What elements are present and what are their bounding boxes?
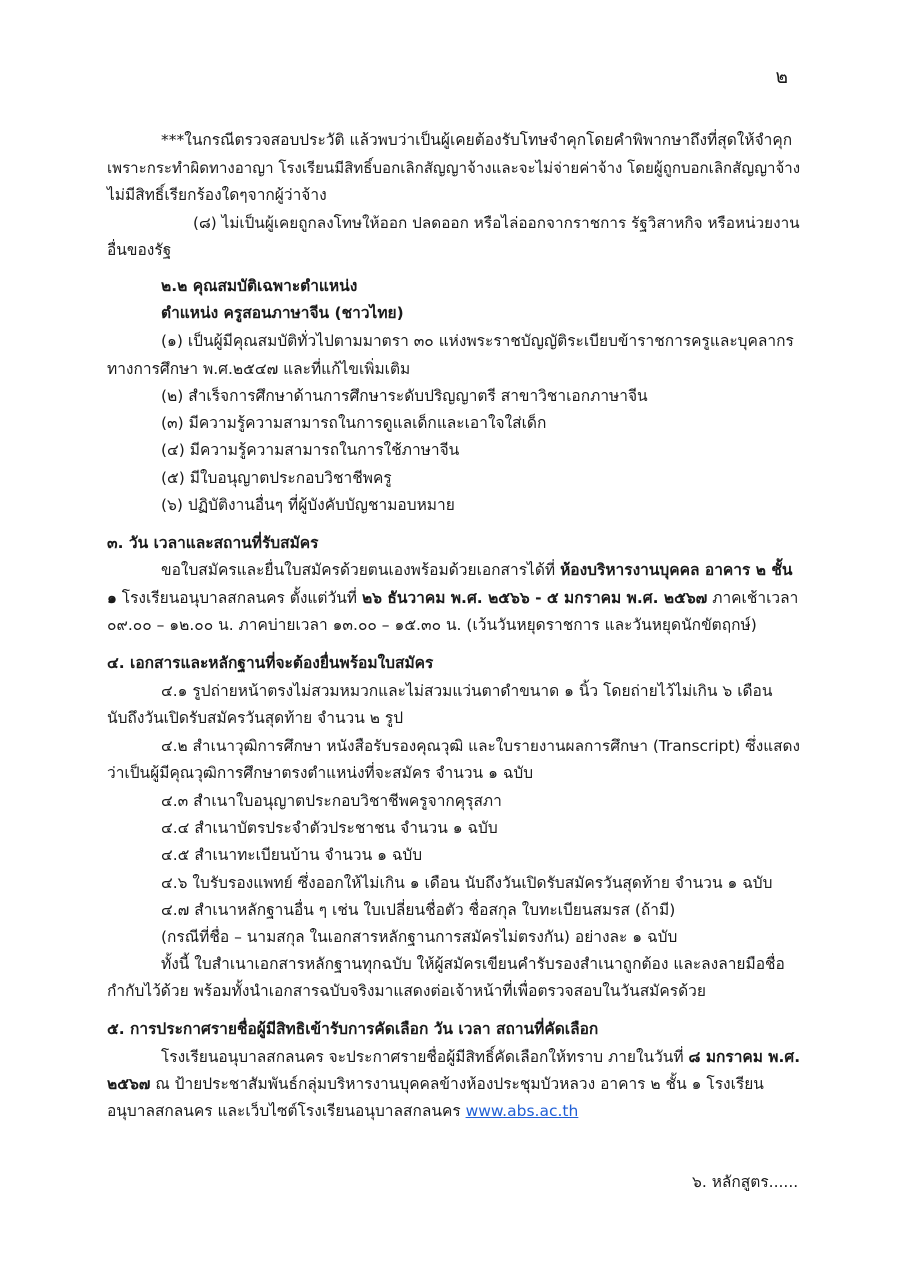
section-heading: ๒.๒ คุณสมบัติเฉพาะตำแหน่ง bbox=[161, 277, 358, 295]
para-line: เพราะกระทำผิดทางอาญา โรงเรียนมีสิทธิ์บอกเลิกสัญญาจ้างและจะไม่จ่ายค่าจ้าง โดยผู้ถูกบอกเลิกสัญญาจ้าง bbox=[107, 159, 801, 177]
list-item: ๔.๒ สำเนาวุฒิการศึกษา หนังสือรับรองคุณวุฒิ และใบรายงานผลการศึกษา (Transcript) ซึ่งแสดง bbox=[161, 737, 800, 755]
location: ห้องบริหารงานบุคคล อาคาร ๒ ชั้น bbox=[560, 561, 793, 579]
list-item: (๘) ไม่เป็นผู้เคยถูกลงโทษให้ออก ปลดออก หรือไล่ออกจากราชการ รัฐวิสาหกิจ หรือหน่วยงาน bbox=[193, 214, 800, 232]
para-line bbox=[161, 1046, 800, 1068]
page-number: ๒ bbox=[775, 66, 788, 88]
list-item: อื่นของรัฐ bbox=[107, 241, 172, 259]
list-item: ๔.๗ สำเนาหลักฐานอื่น ๆ เช่น ใบเปลี่ยนชื่อตัว ชื่อสกุล ใบทะเบียนสมรส (ถ้ามี) bbox=[161, 901, 676, 919]
list-item: (๑) เป็นผู้มีคุณสมบัติทั่วไปตามมาตรา ๓๐ แห่งพระราชบัญญัติระเบียบข้าราชการครูและบุคลากร bbox=[161, 332, 794, 350]
announce-year: ๒๕๖๗ bbox=[107, 1075, 151, 1093]
list-item: (กรณีที่ชื่อ – นามสกุล ในเอกสารหลักฐานการสมัครไม่ตรงกัน) อย่างละ ๑ ฉบับ bbox=[161, 928, 678, 946]
announce-date: ๘ มกราคม พ.ศ. bbox=[688, 1048, 801, 1066]
list-item: ๔.๔ สำเนาบัตรประจำตัวประชาชน จำนวน ๑ ฉบับ bbox=[161, 819, 498, 837]
list-item: ๔.๓ สำเนาใบอนุญาตประกอบวิชาชีพครูจากคุรุสภา bbox=[161, 792, 502, 810]
list-item: ๔.๑ รูปถ่ายหน้าตรงไม่สวมหมวกและไม่สวมแว่นตาดำขนาด ๑ นิ้ว โดยถ่ายไว้ไม่เกิน ๖ เดือน bbox=[161, 682, 773, 700]
list-item: ๔.๕ สำเนาทะเบียนบ้าน จำนวน ๑ ฉบับ bbox=[161, 846, 423, 864]
section-heading: ๕. การประกาศรายชื่อผู้มีสิทธิเข้ารับการคัดเลือก วัน เวลา สถานที่คัดเลือก bbox=[107, 1020, 599, 1038]
list-item: (๖) ปฏิบัติงานอื่นๆ ที่ผู้บังคับบัญชามอบหมาย bbox=[161, 496, 455, 514]
list-item: ๔.๖ ใบรับรองแพทย์ ซึ่งออกให้ไม่เกิน ๑ เดือน นับถึงวันเปิดรับสมัครวันสุดท้าย จำนวน ๑ ฉบับ bbox=[161, 874, 773, 892]
para-line: ๐๙.๐๐ – ๑๒.๐๐ น. ภาคบ่ายเวลา ๑๓.๐๐ – ๑๕.๓๐ น. (เว้นวันหยุดราชการ และวันหยุดนักขัตฤกษ์) bbox=[107, 616, 757, 634]
list-item: (๕) มีใบอนุญาตประกอบวิชาชีพครู bbox=[161, 469, 392, 487]
list-item: ทางการศึกษา พ.ศ.๒๕๔๗ และที่แก้ไขเพิ่มเติม bbox=[107, 360, 411, 378]
text: ณ ป้ายประชาสัมพันธ์กลุ่มบริหารงานบุคคลข้างห้องประชุมบัวหลวง อาคาร ๒ ชั้น ๑ โรงเรียน bbox=[150, 1075, 764, 1093]
text: ขอใบสมัครและยื่นใบสมัครด้วยตนเองพร้อมด้วยเอกสารได้ที่ bbox=[161, 561, 561, 579]
section-heading: ๓. วัน เวลาและสถานที่รับสมัคร bbox=[107, 534, 319, 552]
para-line: ***ในกรณีตรวจสอบประวัติ แล้วพบว่าเป็นผู้เคยต้องรับโทษจำคุกโดยคำพิพากษาถึงที่สุดให้จำคุก bbox=[161, 131, 793, 149]
list-item: (๒) สำเร็จการศึกษาด้านการศึกษาระดับปริญญาตรี สาขาวิชาเอกภาษาจีน bbox=[161, 387, 648, 405]
floor-number: ๑ bbox=[107, 589, 117, 607]
text: อนุบาลสกลนคร และเว็บไซต์โรงเรียนอนุบาลสกลนคร bbox=[107, 1102, 466, 1120]
para-line bbox=[107, 1073, 764, 1095]
website-link[interactable]: www.abs.ac.th bbox=[465, 1102, 579, 1120]
list-item: นับถึงวันเปิดรับสมัครวันสุดท้าย จำนวน ๒ รูป bbox=[107, 709, 404, 727]
text: โรงเรียนอนุบาลสกลนคร จะประกาศรายชื่อผู้มีสิทธิ์คัดเลือกให้ทราบ ภายในวันที่ bbox=[161, 1048, 689, 1066]
text: ภาคเช้าเวลา bbox=[707, 589, 799, 607]
list-item: (๓) มีความรู้ความสามารถในการดูแลเด็กและเอาใจใส่เด็ก bbox=[161, 414, 547, 432]
position-title: ตำแหน่ง ครูสอนภาษาจีน (ชาวไทย) bbox=[161, 304, 404, 322]
para-line: ทั้งนี้ ใบสำเนาเอกสารหลักฐานทุกฉบับ ให้ผู้สมัครเขียนคำรับรองสำเนาถูกต้อง และลงลายมือชื่อ bbox=[161, 955, 785, 973]
para-line bbox=[107, 587, 798, 609]
para-line: กำกับไว้ด้วย พร้อมทั้งนำเอกสารฉบับจริงมาแสดงต่อเจ้าหน้าที่เพื่อตรวจสอบในวันสมัครด้วย bbox=[107, 982, 706, 1000]
continuation-note: ๖. หลักสูตร...... bbox=[692, 1173, 799, 1191]
section-heading: ๔. เอกสารและหลักฐานที่จะต้องยื่นพร้อมใบสมัคร bbox=[107, 654, 434, 672]
para-line: ไม่มีสิทธิ์เรียกร้องใดๆจากผู้ว่าจ้าง bbox=[107, 186, 327, 204]
date-range: ๒๖ ธันวาคม พ.ศ. ๒๕๖๖ - ๕ มกราคม พ.ศ. ๒๕๖๗ bbox=[361, 589, 708, 607]
list-item: (๔) มีความรู้ความสามารถในการใช้ภาษาจีน bbox=[161, 441, 460, 459]
para-line bbox=[107, 1100, 578, 1122]
text: โรงเรียนอนุบาลสกลนคร ตั้งแต่วันที่ bbox=[116, 589, 362, 607]
list-item: ว่าเป็นผู้มีคุณวุฒิการศึกษาตรงตำแหน่งที่จะสมัคร จำนวน ๑ ฉบับ bbox=[107, 764, 534, 782]
para-line bbox=[161, 559, 792, 581]
